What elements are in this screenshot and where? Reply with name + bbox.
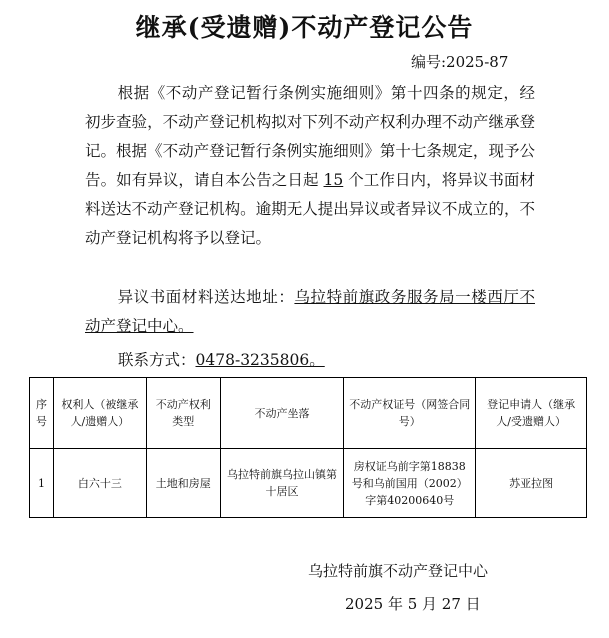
table-row — [30, 449, 587, 518]
contact-phone: 0478-3235806。 — [195, 351, 325, 369]
cell-location: 乌拉特前旗乌拉山镇第十居区 — [220, 449, 344, 518]
property-table — [29, 377, 587, 518]
cell-right-type: 土地和房屋 — [146, 449, 220, 518]
table-header-row — [30, 378, 587, 449]
body-text-part-2: 个工作日内，将异议书面材料送达不动产登记机构。逾期无人提出异议或者异议不成立的，不动产登记机构将予以登记。 — [85, 171, 535, 247]
header-holder: 权利人（被继承人/遗赠人） — [53, 378, 146, 449]
header-applicant: 登记申请人（继承人/受遗赠人） — [476, 378, 587, 449]
signature-organization: 乌拉特前旗不动产登记中心 — [308, 562, 489, 580]
notice-body-paragraph — [85, 79, 535, 253]
contact-line — [118, 348, 325, 370]
document-number: 编号:2025-87 — [411, 53, 509, 71]
objection-address-paragraph — [85, 283, 535, 341]
signature-date: 2025 年 5 月 27 日 — [345, 595, 481, 613]
objection-days: 15 — [323, 171, 344, 189]
cell-cert-no: 房权证乌前字第18838号和乌前国用（2002）字第40200640号 — [344, 449, 476, 518]
contact-label: 联系方式： — [118, 351, 196, 369]
address-label: 异议书面材料送达地址： — [117, 288, 295, 306]
header-location: 不动产坐落 — [220, 378, 344, 449]
cell-applicant: 苏亚拉图 — [476, 449, 587, 518]
header-cert-no: 不动产权证号（网签合同号） — [344, 378, 476, 449]
header-right-type: 不动产权利类型 — [146, 378, 220, 449]
body-text-part-1: 根据《不动产登记暂行条例实施细则》第十四条的规定，经初步查验，不动产登记机构拟对下列不动产权利办理不动产继承登记。根据《不动产登记暂行条例实施细则》第十七条规定，现予公告。如有异议，请自本公告之日起 — [85, 84, 535, 189]
address-value: 乌拉特前旗政务服务局一楼西厅不动产登记中心。 — [85, 288, 535, 335]
notice-title: 继承(受遗赠)不动产登记公告 — [135, 13, 474, 42]
cell-no: 1 — [30, 449, 54, 518]
cell-holder: 白六十三 — [53, 449, 146, 518]
header-no: 序号 — [30, 378, 54, 449]
